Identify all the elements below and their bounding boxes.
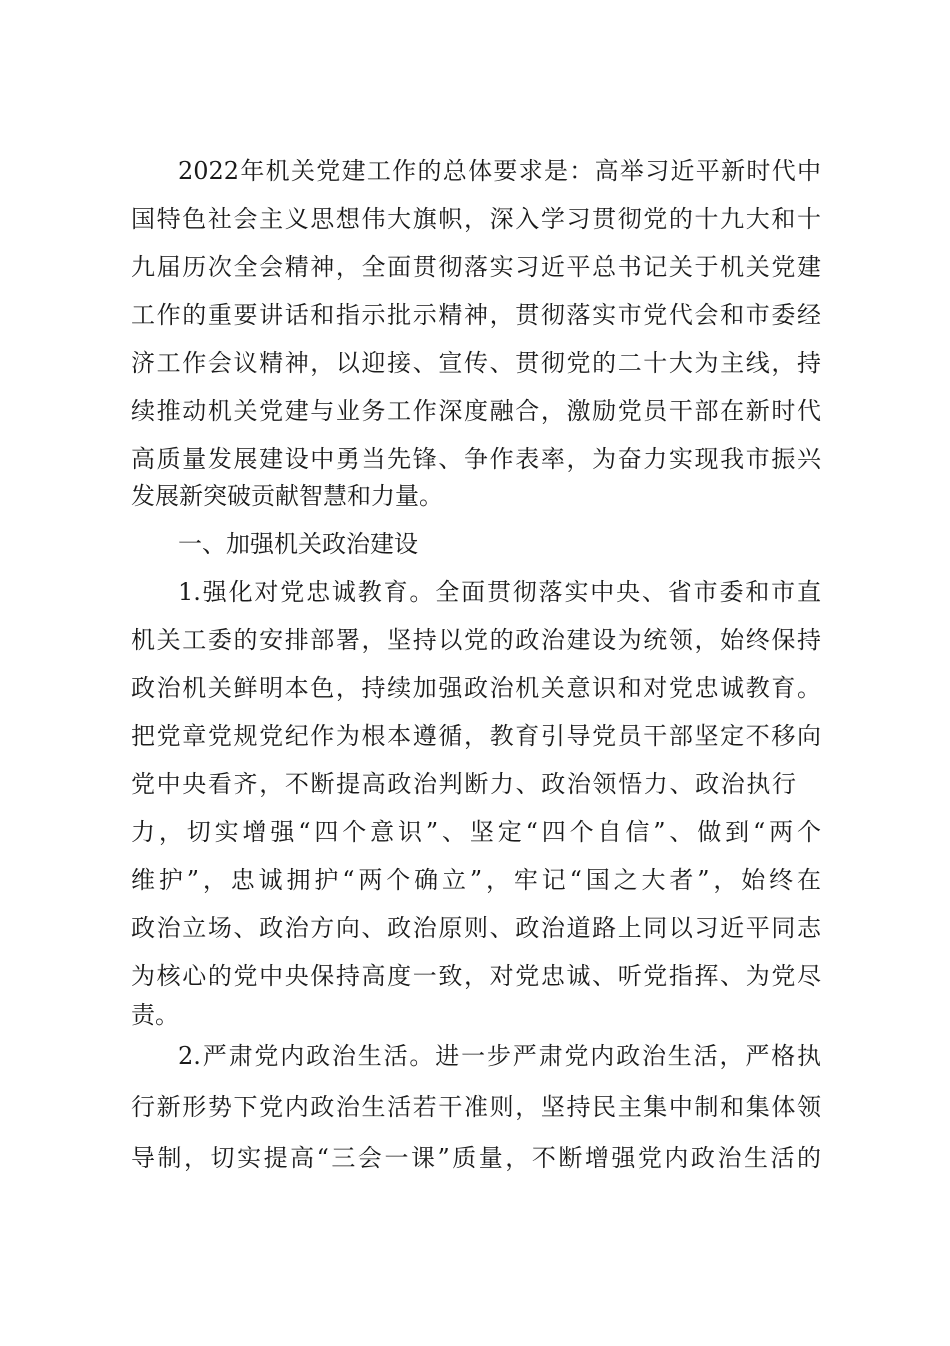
text-line: 1.强化对党忠诚教育。全面贯彻落实中央、省市委和市直 xyxy=(178,578,821,606)
text-line: 2.严肃党内政治生活。进一步严肃党内政治生活，严格执 xyxy=(178,1042,821,1070)
text-line: 政治立场、政治方向、政治原则、政治道路上同以习近平同志 xyxy=(131,914,821,942)
text-line: 导制，切实提高“三会一课”质量，不断增强党内政治生活的 xyxy=(131,1144,821,1172)
section-heading-text: 一、加强机关政治建设 xyxy=(178,530,418,558)
text-line: 续推动机关党建与业务工作深度融合，激励党员干部在新时代 xyxy=(131,397,821,425)
text-line: 为核心的党中央保持高度一致，对党忠诚、听党指挥、为党尽 xyxy=(131,962,821,990)
text-line: 工作的重要讲话和指示批示精神，贯彻落实市党代会和市委经 xyxy=(131,301,821,329)
text-line: 九届历次全会精神，全面贯彻落实习近平总书记关于机关党建 xyxy=(131,253,821,281)
text-line: 责。 xyxy=(131,1001,179,1029)
text-line: 维护”，忠诚拥护“两个确立”，牢记“国之大者”，始终在 xyxy=(131,866,821,894)
text-line: 2022年机关党建工作的总体要求是：高举习近平新时代中 xyxy=(178,157,821,185)
text-line: 发展新突破贡献智慧和力量。 xyxy=(131,482,443,510)
text-line: 行新形势下党内政治生活若干准则，坚持民主集中制和集体领 xyxy=(131,1093,821,1121)
text-line: 高质量发展建设中勇当先锋、争作表率，为奋力实现我市振兴 xyxy=(131,445,821,473)
text-line: 力，切实增强“四个意识”、坚定“四个自信”、做到“两个 xyxy=(131,818,821,846)
text-line: 政治机关鲜明本色，持续加强政治机关意识和对党忠诚教育。 xyxy=(131,674,821,702)
text-line: 把党章党规党纪作为根本遵循，教育引导党员干部坚定不移向 xyxy=(131,722,821,750)
text-line: 济工作会议精神，以迎接、宣传、贯彻党的二十大为主线，持 xyxy=(131,349,821,377)
text-line: 国特色社会主义思想伟大旗帜，深入学习贯彻党的十九大和十 xyxy=(131,205,821,233)
text-line: 机关工委的安排部署，坚持以党的政治建设为统领，始终保持 xyxy=(131,626,821,654)
text-line: 党中央看齐，不断提高政治判断力、政治领悟力、政治执行 xyxy=(131,770,796,798)
